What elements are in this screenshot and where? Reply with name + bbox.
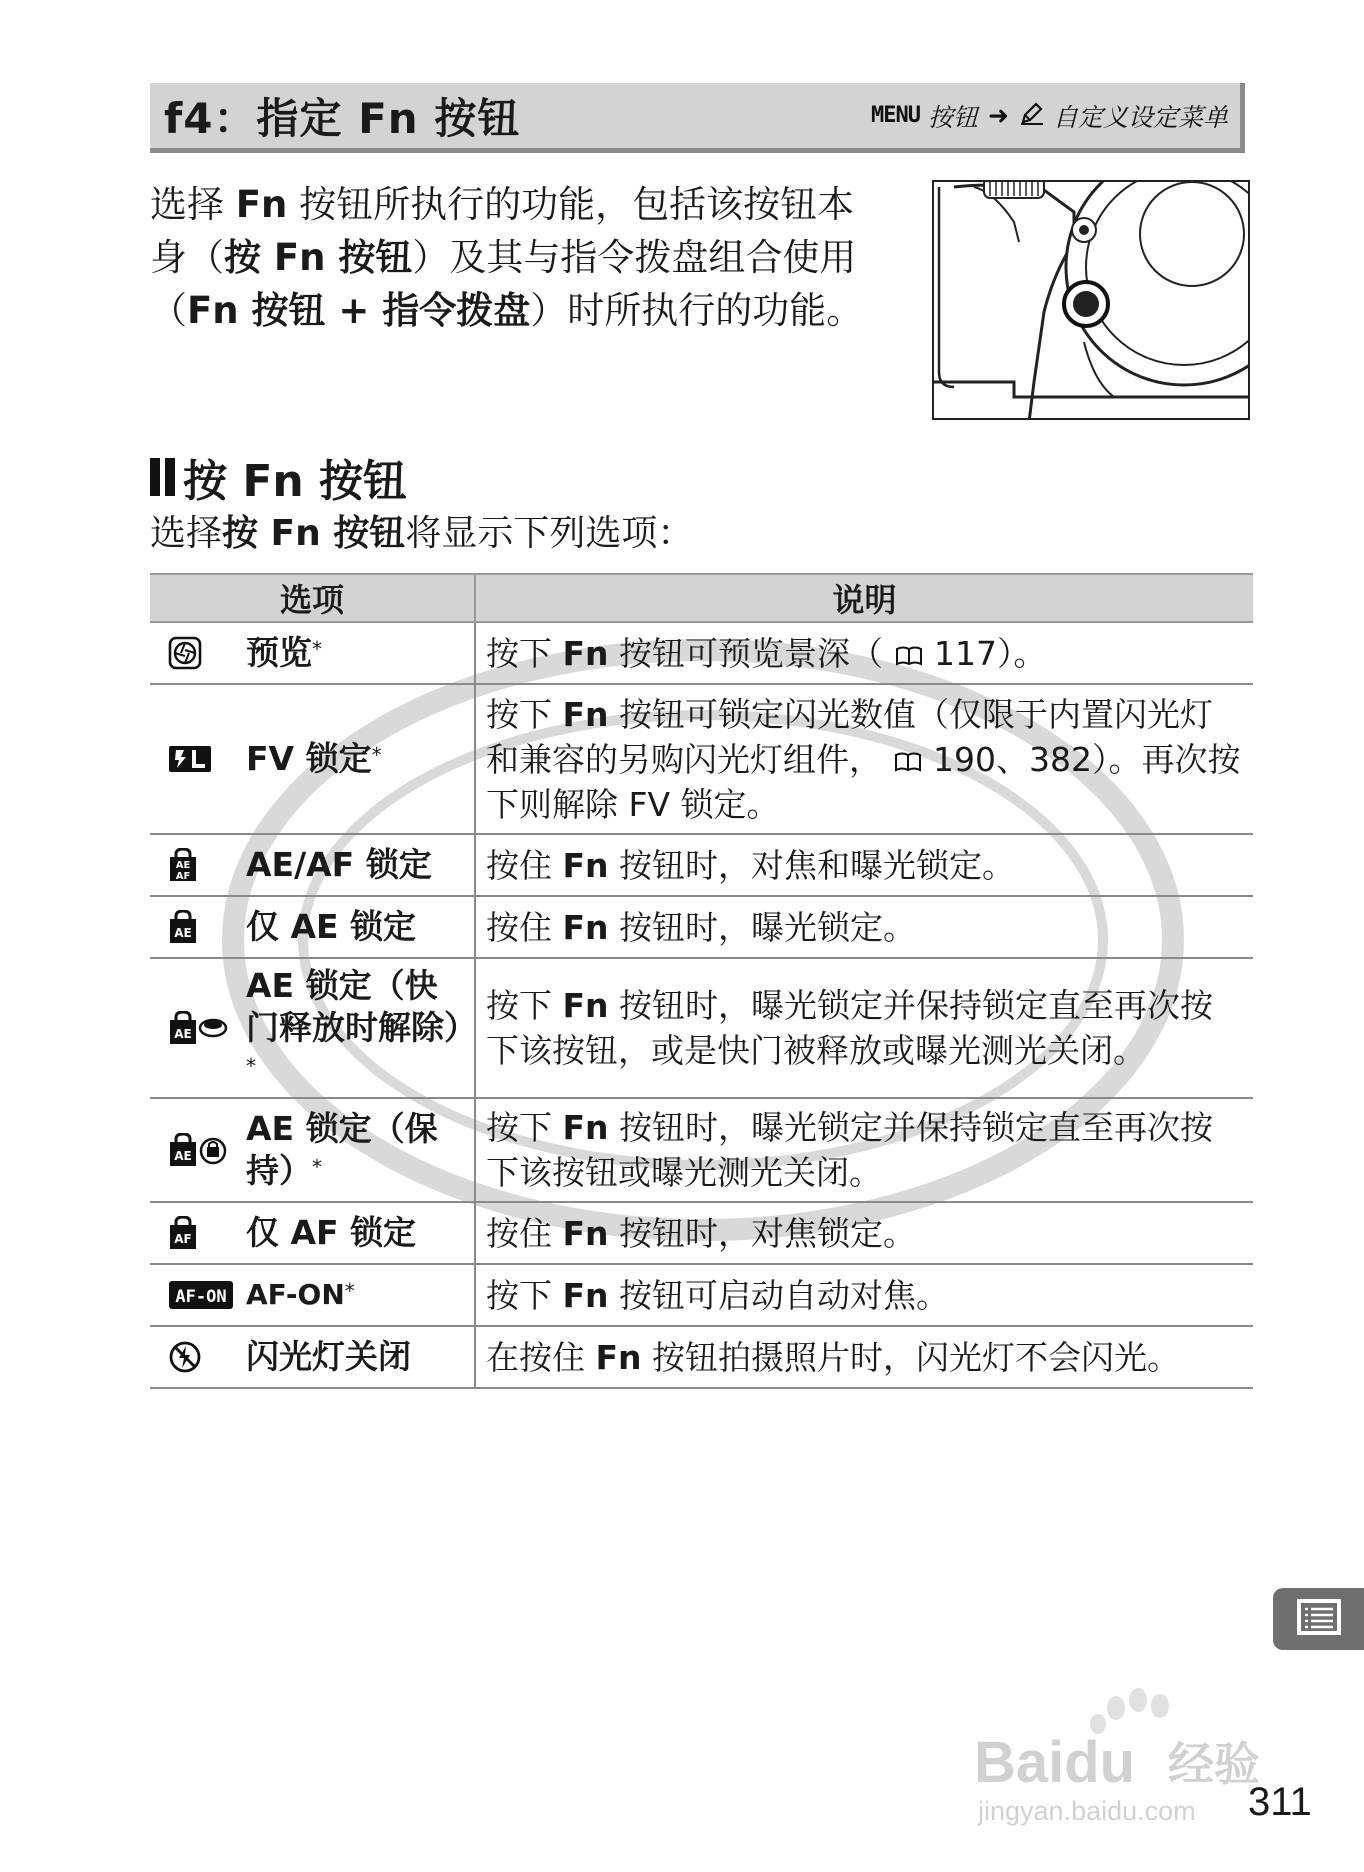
description-cell (475, 834, 1253, 896)
description-cell (475, 622, 1253, 684)
desc-bold: Fn (562, 1213, 609, 1253)
desc-bold: Fn (595, 1337, 642, 1377)
section-header-bar (150, 83, 1245, 153)
table-row (150, 896, 1253, 958)
desc-text: 按钮拍摄照片时，闪光灯不会闪光。 (641, 1337, 1181, 1377)
ae-af-lock-icon (168, 848, 246, 882)
desc-text: 按钮时，对焦锁定。 (608, 1213, 917, 1253)
option-cell (150, 1264, 475, 1326)
section-title-text: 按 Fn 按钮 (183, 456, 408, 507)
option-label: 仅 AF 锁定 (246, 1213, 417, 1252)
fv-lock-icon (168, 745, 246, 773)
desc-text: 按钮可启动自动对焦。 (608, 1275, 950, 1315)
description-cell (475, 958, 1253, 1098)
option-cell (150, 834, 475, 896)
desc-text: 按下 (486, 1275, 563, 1315)
arrow-icon: ➜ (988, 101, 1009, 130)
description-cell (475, 1326, 1253, 1388)
flash-off-icon (168, 1340, 246, 1374)
desc-text: 按住 (486, 1213, 563, 1253)
jingyan-logo-text: 经验 (1168, 1738, 1260, 1790)
intro-text: ）及其与指令拨盘组合使用 (412, 236, 857, 279)
menu-word: MENU (871, 103, 921, 128)
ae-lock-release-icon (168, 1011, 246, 1045)
svg-text:AF: AF (175, 871, 191, 882)
desc-text: 按钮时，曝光锁定。 (608, 907, 917, 947)
option-label: AE/AF 锁定 (246, 845, 432, 884)
desc-text: 190、382）。再次按下则解除 FV 锁定。 (486, 739, 1241, 824)
pencil-icon (1019, 100, 1045, 132)
menu-path (871, 98, 1228, 134)
desc-bold: Fn (562, 986, 609, 1025)
page-title: f4：指定 Fn 按钮 (164, 93, 521, 143)
description-cell (475, 1202, 1253, 1264)
option-cell (150, 622, 475, 684)
table-row (150, 1264, 1253, 1326)
page-number: 311 (1248, 1780, 1312, 1824)
book-icon (883, 634, 934, 673)
footnote-star: * (312, 1155, 322, 1179)
desc-text: 按钮时，曝光锁定并保持锁定直至再次按下该按钮或曝光测光关闭。 (486, 1108, 1214, 1192)
option-cell (150, 684, 475, 834)
footnote-star: * (371, 743, 382, 767)
svg-text:AE: AE (174, 1149, 192, 1163)
option-cell (150, 1098, 475, 1202)
af-lock-icon (168, 1216, 246, 1250)
intro-paragraph (150, 178, 915, 337)
desc-text: 按下 (486, 694, 563, 734)
footnote-star: * (312, 637, 322, 661)
table-row (150, 1202, 1253, 1264)
column-header-description: 说明 (475, 574, 1253, 622)
desc-bold: Fn (562, 907, 609, 947)
svg-text:AE: AE (174, 926, 192, 940)
column-header-option: 选项 (150, 574, 475, 622)
footnote-star: * (344, 1279, 355, 1303)
desc-text: 按下 (486, 1108, 563, 1147)
section-sub-text: 选择 (150, 513, 223, 554)
option-label: FV 锁定 (246, 739, 372, 778)
option-cell (150, 1202, 475, 1264)
chapter-tab (1273, 1588, 1364, 1650)
book-icon (882, 740, 933, 779)
option-cell (150, 958, 475, 1098)
svg-text:AE: AE (175, 860, 191, 871)
menu-list-icon (1296, 1598, 1342, 1640)
footnote-star: * (246, 1054, 256, 1078)
af-on-icon (168, 1280, 246, 1310)
intro-text: 身（ (150, 236, 224, 279)
intro-text: （ (150, 289, 187, 332)
option-label: 闪光灯关闭 (246, 1337, 411, 1376)
desc-text: 按钮可锁定闪光数值（仅限于内置闪光灯和兼容的另购闪光灯组件， (486, 694, 1214, 779)
menu-button-label: 按钮 (928, 102, 979, 132)
table-row (150, 834, 1253, 896)
section-sub-text: 将显示下列选项： (405, 513, 694, 554)
table-row (150, 1326, 1253, 1388)
desc-bold: Fn (562, 1108, 609, 1147)
baidu-logo-text: Baidu (974, 1730, 1136, 1795)
intro-text: 选择 (150, 183, 236, 226)
description-cell (475, 896, 1253, 958)
option-cell (150, 1326, 475, 1388)
desc-text: 按住 (486, 907, 563, 947)
options-table (150, 573, 1253, 1389)
option-cell (150, 896, 475, 958)
table-row (150, 622, 1253, 684)
desc-text: 117）。 (934, 633, 1047, 673)
intro-text: 按钮所执行的功能，包括该按钮本 (287, 183, 855, 226)
desc-bold: Fn (562, 694, 609, 734)
description-cell (475, 1264, 1253, 1326)
option-label: AE 锁定（保持） (246, 1109, 438, 1190)
section-marker-icon (150, 458, 175, 496)
desc-bold: Fn (562, 1275, 609, 1315)
desc-bold: Fn (562, 633, 609, 673)
svg-text:AE: AE (174, 1027, 192, 1041)
desc-text: 按下 (486, 986, 563, 1025)
svg-text:AF: AF (174, 1232, 192, 1246)
intro-text: ）时所执行的功能。 (530, 289, 864, 332)
intro-bold: 按 Fn 按钮 (224, 236, 413, 279)
desc-text: 按钮可预览景深（ (608, 633, 884, 673)
intro-bold: Fn 按钮 + 指令拨盘 (187, 289, 531, 332)
intro-line-1 (150, 178, 915, 231)
desc-text: 按下 (486, 633, 563, 673)
option-label: AF-ON (246, 1278, 345, 1311)
table-row (150, 958, 1253, 1098)
option-label: 仅 AE 锁定 (246, 907, 417, 946)
desc-text: 按住 (486, 845, 563, 885)
option-label: 预览 (246, 633, 312, 672)
desc-text: 按钮时，曝光锁定并保持锁定直至再次按下该按钮，或是快门被释放或曝光测光关闭。 (486, 986, 1214, 1070)
watermark-url: jingyan.baidu.com (978, 1796, 1196, 1826)
table-row (150, 1098, 1253, 1202)
description-cell (475, 1098, 1253, 1202)
desc-text: 在按住 (486, 1337, 596, 1377)
description-cell (475, 684, 1253, 834)
ae-lock-icon (168, 910, 246, 944)
svg-text:AF-ON: AF-ON (175, 1287, 227, 1307)
desc-bold: Fn (562, 845, 609, 885)
menu-target-label: 自定义设定菜单 (1052, 102, 1228, 132)
intro-line-2 (150, 231, 915, 284)
section-sub-bold: 按 Fn 按钮 (222, 513, 406, 554)
section-subtitle (150, 505, 693, 556)
section-title (150, 445, 407, 509)
intro-line-3 (150, 284, 915, 337)
intro-bold: Fn (235, 183, 288, 226)
preview-icon (168, 636, 246, 670)
desc-text: 按钮时，对焦和曝光锁定。 (608, 845, 1016, 885)
camera-illustration (932, 180, 1250, 420)
ae-lock-hold-icon (168, 1133, 246, 1167)
table-header-row (150, 574, 1253, 622)
option-label: AE 锁定（快门释放时解除） (246, 966, 477, 1047)
table-row (150, 684, 1253, 834)
